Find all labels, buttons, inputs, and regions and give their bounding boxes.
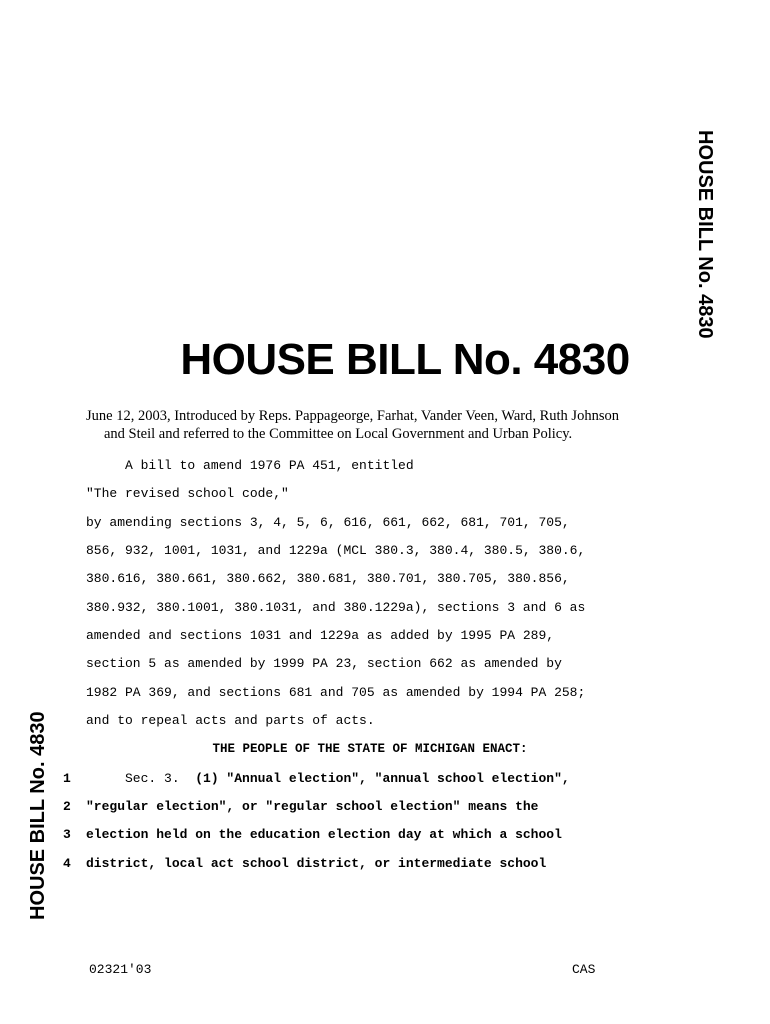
bill-line: 380.932, 380.1001, 380.1031, and 380.1229a), sections 3 and 6 as (86, 600, 586, 615)
side-title-right: HOUSE BILL No. 4830 (694, 130, 716, 339)
page-title: HOUSE BILL No. 4830 (180, 335, 630, 384)
bill-line: "The revised school code," (86, 486, 289, 501)
section-line: "regular election", or "regular school election" means the (86, 799, 539, 814)
introduction-note (86, 407, 646, 443)
bill-line: 1982 PA 369, and sections 681 and 705 as amended by 1994 PA 258; (86, 685, 586, 700)
bill-line: amended and sections 1031 and 1229a as added by 1995 PA 289, (86, 628, 555, 643)
intro-line-2: and Steil and referred to the Committee on Local Government and Urban Policy. (104, 426, 573, 442)
section-text: (1) "Annual election", "annual school election", (195, 771, 570, 786)
section-line (86, 771, 570, 787)
footer-document-code: 02321'03 (89, 962, 152, 977)
intro-line-1: June 12, 2003, Introduced by Reps. Pappageorge, Farhat, Vander Veen, Ward, Ruth Johnson (86, 408, 619, 424)
footer-initials: CAS (572, 962, 596, 977)
bill-line: 380.616, 380.661, 380.662, 380.681, 380.701, 380.705, 380.856, (86, 571, 570, 586)
line-number: 2 (63, 799, 71, 814)
enacting-clause: THE PEOPLE OF THE STATE OF MICHIGAN ENACT: (212, 742, 528, 756)
bill-line: A bill to amend 1976 PA 451, entitled (86, 458, 414, 473)
bill-line: and to repeal acts and parts of acts. (86, 713, 375, 728)
bill-line: section 5 as amended by 1999 PA 23, section 662 as amended by (86, 656, 562, 671)
bill-line: by amending sections 3, 4, 5, 6, 616, 661, 662, 681, 701, 705, (86, 515, 570, 530)
line-number: 4 (63, 856, 71, 871)
section-line: election held on the education election day at which a school (86, 827, 562, 842)
bill-line: 856, 932, 1001, 1031, and 1229a (MCL 380.3, 380.4, 380.5, 380.6, (86, 543, 586, 558)
line-number: 3 (63, 827, 71, 842)
section-line: district, local act school district, or intermediate school (86, 856, 547, 871)
section-heading: Sec. 3. (86, 771, 196, 786)
line-number: 1 (63, 771, 71, 786)
side-title-left: HOUSE BILL No. 4830 (27, 711, 49, 920)
